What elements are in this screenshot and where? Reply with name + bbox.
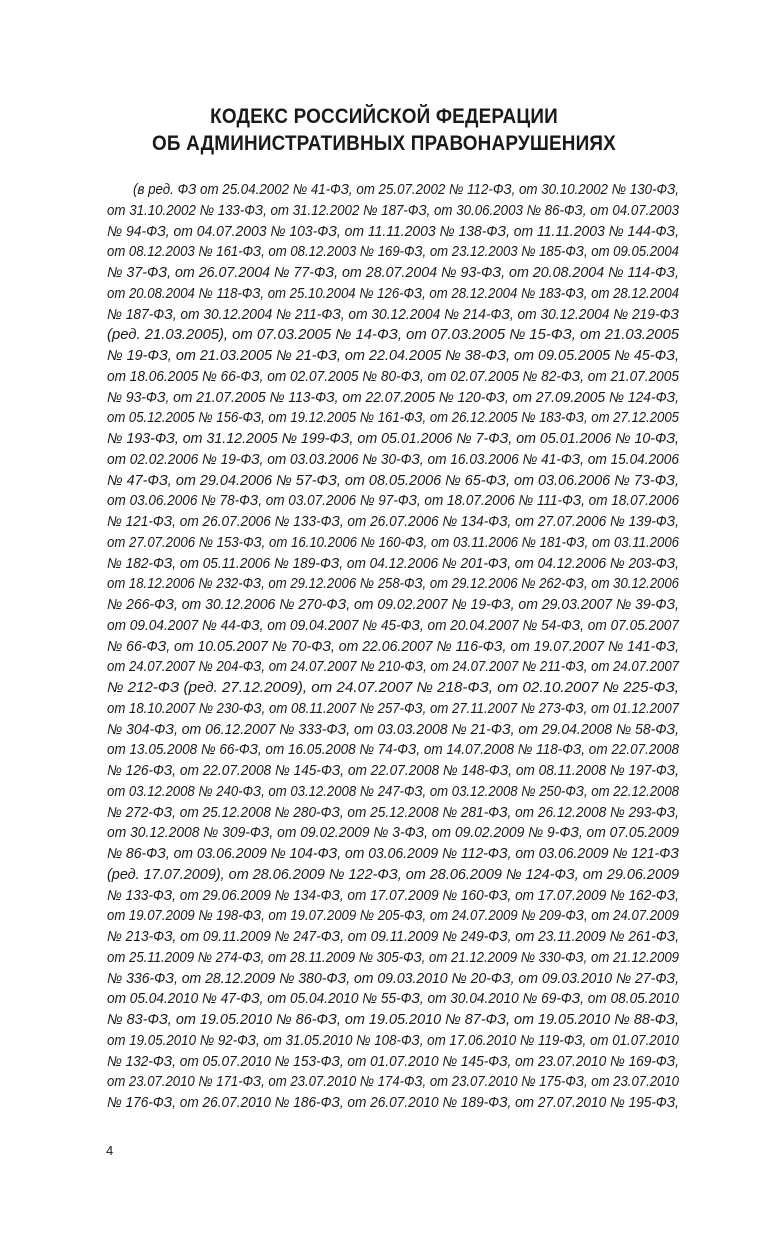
amendment-line: № 19-ФЗ, от 21.03.2005 № 21-ФЗ, от 22.04.2005 № 38-ФЗ, от 09.05.2005 № 45-ФЗ, [107, 348, 680, 364]
amendment-line: от 05.12.2005 № 156-ФЗ, от 19.12.2005 № 161-ФЗ, от 26.12.2005 № 183-ФЗ, от 27.12.2005 [107, 410, 679, 427]
amendment-line: № 93-ФЗ, от 21.07.2005 № 113-ФЗ, от 22.07.2005 № 120-ФЗ, от 27.09.2005 № 124-ФЗ, [107, 389, 680, 406]
title-line-2: ОБ АДМИНИСТРАТИВНЫХ ПРАВОНАРУШЕНИЯХ [152, 132, 616, 155]
amendment-line: от 31.10.2002 № 133-ФЗ, от 31.12.2002 № 187-ФЗ, от 30.06.2003 № 86-ФЗ, от 04.07.2003 [107, 202, 679, 219]
amendment-line: № 83-ФЗ, от 19.05.2010 № 86-ФЗ, от 19.05.2010 № 87-ФЗ, от 19.05.2010 № 88-ФЗ, [107, 1012, 680, 1028]
amendment-line: № 213-ФЗ, от 09.11.2009 № 247-ФЗ, от 09.11.2009 № 249-ФЗ, от 23.11.2009 № 261-ФЗ, [107, 929, 680, 945]
amendment-line: № 272-ФЗ, от 25.12.2008 № 280-ФЗ, от 25.12.2008 № 281-ФЗ, от 26.12.2008 № 293-ФЗ, [107, 804, 679, 821]
amendment-line: от 23.07.2010 № 171-ФЗ, от 23.07.2010 № 174-ФЗ, от 23.07.2010 № 175-ФЗ, от 23.07.2010 [107, 1074, 679, 1091]
amendment-line: № 86-ФЗ, от 03.06.2009 № 104-ФЗ, от 03.06.2009 № 112-ФЗ, от 03.06.2009 № 121-ФЗ [107, 846, 679, 862]
amendment-line: от 30.12.2008 № 309-ФЗ, от 09.02.2009 № 3-ФЗ, от 09.02.2009 № 9-ФЗ, от 07.05.2009 [107, 825, 680, 842]
amendment-line: № 94-ФЗ, от 04.07.2003 № 103-ФЗ, от 11.11.2003 № 138-ФЗ, от 11.11.2003 № 144-ФЗ, [107, 223, 679, 240]
amendment-line: от 20.08.2004 № 118-ФЗ, от 25.10.2004 № 126-ФЗ, от 28.12.2004 № 183-ФЗ, от 28.12.2004 [107, 285, 680, 302]
amendment-line: от 08.12.2003 № 161-ФЗ, от 08.12.2003 № 169-ФЗ, от 23.12.2003 № 185-ФЗ, от 09.05.2004 [107, 244, 679, 261]
amendment-line: (ред. 17.07.2009), от 28.06.2009 № 122-ФЗ, от 28.06.2009 № 124-ФЗ, от 29.06.2009 [107, 866, 680, 883]
amendment-line: от 18.06.2005 № 66-ФЗ, от 02.07.2005 № 80-ФЗ, от 02.07.2005 № 82-ФЗ, от 21.07.2005 [107, 368, 680, 385]
amendment-line: от 27.07.2006 № 153-ФЗ, от 16.10.2006 № 160-ФЗ, от 03.11.2006 № 181-ФЗ, от 03.11.2006 [107, 534, 680, 551]
amendment-line: (в ред. ФЗ от 25.04.2002 № 41-ФЗ, от 25.07.2002 № 112-ФЗ, от 30.10.2002 № 130-ФЗ, [133, 182, 679, 198]
amendment-line: № 336-ФЗ, от 28.12.2009 № 380-ФЗ, от 09.03.2010 № 20-ФЗ, от 09.03.2010 № 27-ФЗ, [107, 970, 679, 987]
amendment-line: № 47-ФЗ, от 29.04.2006 № 57-ФЗ, от 08.05.2006 № 65-ФЗ, от 03.06.2006 № 73-ФЗ, [107, 472, 680, 489]
amendment-line: от 19.05.2010 № 92-ФЗ, от 31.05.2010 № 108-ФЗ, от 17.06.2010 № 119-ФЗ, от 01.07.2010 [107, 1032, 679, 1049]
amendment-line: № 182-ФЗ, от 05.11.2006 № 189-ФЗ, от 04.12.2006 № 201-ФЗ, от 04.12.2006 № 203-ФЗ, [107, 555, 679, 572]
amendment-line: от 05.04.2010 № 47-ФЗ, от 05.04.2010 № 55-ФЗ, от 30.04.2010 № 69-ФЗ, от 08.05.2010 [107, 991, 680, 1008]
title-line-1: КОДЕКС РОССИЙСКОЙ ФЕДЕРАЦИИ [210, 105, 558, 128]
amendment-line: (ред. 21.03.2005), от 07.03.2005 № 14-ФЗ, от 07.03.2005 № 15-ФЗ, от 21.03.2005 [107, 327, 680, 344]
amendment-line: № 266-ФЗ, от 30.12.2006 № 270-ФЗ, от 09.02.2007 № 19-ФЗ, от 29.03.2007 № 39-ФЗ, [107, 597, 679, 613]
amendment-line: от 19.07.2009 № 198-ФЗ, от 19.07.2009 № 205-ФЗ, от 24.07.2009 № 209-ФЗ, от 24.07.2009 [107, 908, 679, 925]
amendment-line: № 133-ФЗ, от 29.06.2009 № 134-ФЗ, от 17.07.2009 № 160-ФЗ, от 17.07.2009 № 162-ФЗ, [107, 887, 679, 904]
amendment-line: № 126-ФЗ, от 22.07.2008 № 145-ФЗ, от 22.07.2008 № 148-ФЗ, от 08.11.2008 № 197-ФЗ, [107, 763, 679, 779]
amendment-line: № 212-ФЗ (ред. 27.12.2009), от 24.07.2007 № 218-ФЗ, от 02.10.2007 № 225-ФЗ, [107, 680, 679, 696]
amendments-list [107, 180, 679, 1114]
page-title [128, 103, 639, 157]
page-number: 4 [106, 1143, 114, 1158]
amendment-line: № 304-ФЗ, от 06.12.2007 № 333-ФЗ, от 03.03.2008 № 21-ФЗ, от 29.04.2008 № 58-ФЗ, [107, 721, 679, 738]
amendment-line: № 121-ФЗ, от 26.07.2006 № 133-ФЗ, от 26.07.2006 № 134-ФЗ, от 27.07.2006 № 139-ФЗ, [107, 514, 679, 530]
amendment-line: от 03.06.2006 № 78-ФЗ, от 03.07.2006 № 97-ФЗ, от 18.07.2006 № 111-ФЗ, от 18.07.2006 [107, 493, 680, 510]
amendment-line: от 18.12.2006 № 232-ФЗ, от 29.12.2006 № 258-ФЗ, от 29.12.2006 № 262-ФЗ, от 30.12.2006 [107, 576, 679, 593]
amendment-line: от 03.12.2008 № 240-ФЗ, от 03.12.2008 № 247-ФЗ, от 03.12.2008 № 250-ФЗ, от 22.12.2008 [107, 783, 679, 800]
amendment-line: № 37-ФЗ, от 26.07.2004 № 77-ФЗ, от 28.07.2004 № 93-ФЗ, от 20.08.2004 № 114-ФЗ, [107, 265, 679, 281]
amendment-line: от 25.11.2009 № 274-ФЗ, от 28.11.2009 № 305-ФЗ, от 21.12.2009 № 330-ФЗ, от 21.12.2009 [107, 949, 680, 966]
amendment-line: от 18.10.2007 № 230-ФЗ, от 08.11.2007 № 257-ФЗ, от 27.11.2007 № 273-ФЗ, от 01.12.2007 [107, 700, 680, 717]
amendment-line: от 13.05.2008 № 66-ФЗ, от 16.05.2008 № 74-ФЗ, от 14.07.2008 № 118-ФЗ, от 22.07.2008 [107, 742, 679, 759]
amendment-line: от 09.04.2007 № 44-ФЗ, от 09.04.2007 № 45-ФЗ, от 20.04.2007 № 54-ФЗ, от 07.05.2007 [107, 617, 680, 634]
amendment-line: от 02.02.2006 № 19-ФЗ, от 03.03.2006 № 30-ФЗ, от 16.03.2006 № 41-ФЗ, от 15.04.2006 [107, 451, 680, 468]
amendment-line: № 176-ФЗ, от 26.07.2010 № 186-ФЗ, от 26.07.2010 № 189-ФЗ, от 27.07.2010 № 195-ФЗ, [107, 1095, 679, 1111]
amendment-line: № 66-ФЗ, от 10.05.2007 № 70-ФЗ, от 22.06.2007 № 116-ФЗ, от 19.07.2007 № 141-ФЗ, [107, 638, 679, 655]
amendment-line: № 132-ФЗ, от 05.07.2010 № 153-ФЗ, от 01.07.2010 № 145-ФЗ, от 23.07.2010 № 169-ФЗ, [107, 1053, 679, 1070]
amendment-line: № 193-ФЗ, от 31.12.2005 № 199-ФЗ, от 05.01.2006 № 7-ФЗ, от 05.01.2006 № 10-ФЗ, [107, 431, 680, 447]
amendment-line: № 187-ФЗ, от 30.12.2004 № 211-ФЗ, от 30.12.2004 № 214-ФЗ, от 30.12.2004 № 219-ФЗ [107, 306, 679, 323]
amendment-line: от 24.07.2007 № 204-ФЗ, от 24.07.2007 № 210-ФЗ, от 24.07.2007 № 211-ФЗ, от 24.07.2007 [107, 659, 680, 676]
